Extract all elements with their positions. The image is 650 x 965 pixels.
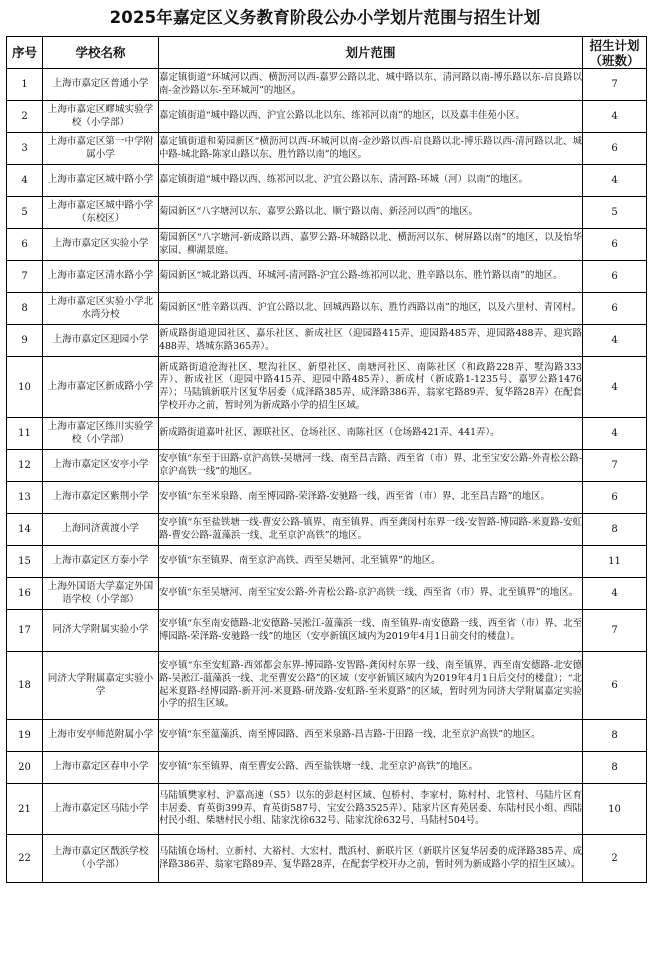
row-range: 安亭镇“东至镇界、南至京沪高铁、西至吴塘河、北至镇界”的地区。 — [159, 546, 583, 578]
row-count: 4 — [583, 101, 647, 133]
row-no: 14 — [7, 514, 43, 546]
row-no: 9 — [7, 325, 43, 357]
row-count: 4 — [583, 357, 647, 418]
table-row — [7, 835, 647, 883]
row-school: 同济大学附属嘉定实验小学 — [43, 652, 159, 720]
row-range: 菊园新区“胜辛路以西、沪宜公路以北、回城西路以东、胜竹西路以南”的地区，以及六里村、青冈村。 — [159, 293, 583, 325]
row-count: 8 — [583, 752, 647, 784]
row-school: 上海市嘉定区普通小学 — [43, 69, 159, 101]
row-range: 菊园新区“八字塘河以东、嘉罗公路以北、顺宁路以南、新泾河以西”的地区。 — [159, 197, 583, 229]
row-count: 6 — [583, 293, 647, 325]
table-row — [7, 652, 647, 720]
row-school: 上海市嘉定区马陆小学 — [43, 784, 159, 835]
row-range: 马陆镇樊家村、沪嘉高速（S5）以东的彭赵村区域、包桥村、李家村、陈村村、北管村、马陆片区育丰居委、育英街399弄、育英街587号、宝安公路3525弄）、陆家片区育苑居委、东陆村民小组、西陆村民小组、柴塘村民小组、陆家沈徐632号、陆家沈徐632号、马陆村504号。 — [159, 784, 583, 835]
row-count: 5 — [583, 197, 647, 229]
row-no: 1 — [7, 69, 43, 101]
row-range: 菊园新区“八字塘河-新成路以西、嘉罗公路-环城路以北、横沥河以东、树屏路以南”的地区，以及怡华家园、柳湖景庭。 — [159, 229, 583, 261]
table-row — [7, 418, 647, 450]
table-header-row — [7, 37, 647, 69]
row-count: 4 — [583, 578, 647, 610]
row-count: 6 — [583, 133, 647, 165]
row-school: 上海市嘉定区方泰小学 — [43, 546, 159, 578]
row-no: 13 — [7, 482, 43, 514]
header-count — [583, 37, 647, 69]
row-range: 嘉定镇街道“城中路以西、沪宜公路以北以东、练祁河以南”的地区，以及嘉丰佳苑小区。 — [159, 101, 583, 133]
row-no: 22 — [7, 835, 43, 883]
table-row — [7, 325, 647, 357]
row-count: 7 — [583, 450, 647, 482]
row-count: 11 — [583, 546, 647, 578]
row-range: 马陆镇仓场村、立新村、大裕村、大宏村、戬浜村、新联片区（新联片区复华居委的成泽路385弄、成泽路386弄、翁家宅路89弄、复华路28弄，在配套学校开办之前，暂时列为新成路小学的招生区域）。 — [159, 835, 583, 883]
row-no: 19 — [7, 720, 43, 752]
table-row — [7, 784, 647, 835]
table-row — [7, 197, 647, 229]
row-school: 上海市嘉定区戬浜学校（小学部） — [43, 835, 159, 883]
row-no: 12 — [7, 450, 43, 482]
table-row — [7, 514, 647, 546]
row-count: 7 — [583, 69, 647, 101]
row-range: 安亭镇“东至于田路-京沪高铁-吴塘河一线、南至昌吉路、西至省（市）界、北至宝安公路-外青松公路-京沪高铁一线”的地区。 — [159, 450, 583, 482]
row-range: 安亭镇“东至吴塘河、南至宝安公路-外青松公路-京沪高铁一线、西至省（市）界、北至镇界”的地区。 — [159, 578, 583, 610]
row-range: 嘉定镇街道“环城河以西、横沥河以西-嘉罗公路以北、城中路以东、清河路以南-博乐路以东-启良路以南-金沙路以东-至环城河”的地区。 — [159, 69, 583, 101]
row-no: 8 — [7, 293, 43, 325]
row-school: 上海市嘉定区迎园小学 — [43, 325, 159, 357]
row-no: 6 — [7, 229, 43, 261]
header-school: 学校名称 — [43, 37, 159, 69]
row-count: 2 — [583, 835, 647, 883]
row-school: 上海市安亭师范附属小学 — [43, 720, 159, 752]
row-count: 8 — [583, 720, 647, 752]
row-school: 上海市嘉定区实验小学 — [43, 229, 159, 261]
page-title: 2025年嘉定区义务教育阶段公办小学划片范围与招生计划 — [109, 8, 541, 27]
row-no: 2 — [7, 101, 43, 133]
row-count: 10 — [583, 784, 647, 835]
row-range: 新成路街道嘉叶社区、源联社区、仓场社区、南陈社区（仓场路421弄、441弄）。 — [159, 418, 583, 450]
row-school: 上海市嘉定区实验小学北水湾分校 — [43, 293, 159, 325]
row-no: 20 — [7, 752, 43, 784]
table-row — [7, 101, 647, 133]
row-range: 嘉定镇街道和菊园新区“横沥河以西-环城河以南-金沙路以西-启良路以北-博乐路以西-清河路以北、城中路-城北路-陈家山路以东、胜竹路以南”的地区。 — [159, 133, 583, 165]
row-range: 安亭镇“东至蕰藻浜、南至博园路、西至米泉路-昌吉路-于田路一线、北至京沪高铁”的地区。 — [159, 720, 583, 752]
table-row — [7, 165, 647, 197]
row-count: 6 — [583, 652, 647, 720]
row-school: 上海市嘉定区疁城实验学校（小学部） — [43, 101, 159, 133]
header-no: 序号 — [7, 37, 43, 69]
row-no: 16 — [7, 578, 43, 610]
row-count: 6 — [583, 229, 647, 261]
row-range: 安亭镇“东至米泉路、南至博园路-荣泽路-安驰路一线、西至省（市）界、北至昌吉路”的地区。 — [159, 482, 583, 514]
row-no: 11 — [7, 418, 43, 450]
table-row — [7, 720, 647, 752]
table-row — [7, 229, 647, 261]
row-count: 4 — [583, 418, 647, 450]
row-range: 安亭镇“东至南安德路-北安德路-吴淞江-蕰藻浜一线、南至镇界-南安德路一线、西至省（市）界、北至博园路-荣泽路-安驰路一线”的地区（安亭新镇区域内为2019年4月1日前交付的楼盘）。 — [159, 610, 583, 652]
table-row — [7, 261, 647, 293]
row-range: 安亭镇“东至盐铁塘一线-曹安公路-镇界、南至镇界、西至龚闵村东界一线-安智路-博园路-米夏路-安虹路-曹安公路-蕰藻浜一线、北至京沪高铁”的地区。 — [159, 514, 583, 546]
row-range: 菊园新区“城北路以西、环城河-清河路-沪宜公路-练祁河以北、胜辛路以东、胜竹路以南”的地区。 — [159, 261, 583, 293]
table-row — [7, 357, 647, 418]
row-range: 嘉定镇街道“城中路以西、练祁河以北、沪宜公路以东、清河路-环城（河）以南”的地区。 — [159, 165, 583, 197]
row-no: 4 — [7, 165, 43, 197]
row-range: 新成路街道迎园社区、嘉乐社区、新成社区（迎园路415弄、迎园路485弄、迎园路488弄、迎宾路488弄、塔城东路365弄）。 — [159, 325, 583, 357]
row-school: 上海市嘉定区安亭小学 — [43, 450, 159, 482]
row-count: 7 — [583, 610, 647, 652]
table-row — [7, 610, 647, 652]
row-no: 5 — [7, 197, 43, 229]
table-row — [7, 752, 647, 784]
row-school: 上海市嘉定区城中路小学（东校区） — [43, 197, 159, 229]
table-row — [7, 69, 647, 101]
row-school: 同济大学附属实验小学 — [43, 610, 159, 652]
row-school: 上海市嘉定区练川实验学校（小学部） — [43, 418, 159, 450]
row-count: 6 — [583, 482, 647, 514]
row-school: 上海市嘉定区第一中学附属小学 — [43, 133, 159, 165]
table-row — [7, 578, 647, 610]
header-range: 划片范围 — [159, 37, 583, 69]
row-range: 安亭镇“东至镇界、南至曹安公路、西至盐铁塘一线、北至京沪高铁”的地区。 — [159, 752, 583, 784]
header-count-line2: （班数） — [589, 52, 640, 68]
table-row — [7, 450, 647, 482]
table-row — [7, 546, 647, 578]
row-count: 4 — [583, 325, 647, 357]
row-no: 10 — [7, 357, 43, 418]
row-school: 上海市嘉定区新成路小学 — [43, 357, 159, 418]
row-no: 7 — [7, 261, 43, 293]
row-no: 15 — [7, 546, 43, 578]
row-school: 上海市嘉定区紫荆小学 — [43, 482, 159, 514]
row-school: 上海市嘉定区清水路小学 — [43, 261, 159, 293]
row-count: 6 — [583, 261, 647, 293]
row-count: 4 — [583, 165, 647, 197]
table-row — [7, 482, 647, 514]
row-school: 上海市嘉定区春申小学 — [43, 752, 159, 784]
row-no: 21 — [7, 784, 43, 835]
row-no: 17 — [7, 610, 43, 652]
table-row — [7, 293, 647, 325]
row-range: 新成路街道沧海社区、墅沟社区、新望社区、南塘河社区、南陈社区（和政路228弄、墅沟路333弄）、新成社区（迎园中路415弄、迎园中路485弄）、新成村（新成路1-1235号、嘉罗公路1476弄）；马陆镇新联片区复华居委（成泽路385弄、成泽路386弄、翁家宅路89弄、复华路28弄）在配套学校开办之前，暂时列为新成路小学的招生区域。 — [159, 357, 583, 418]
row-school: 上海市嘉定区城中路小学 — [43, 165, 159, 197]
row-no: 3 — [7, 133, 43, 165]
row-count: 8 — [583, 514, 647, 546]
row-school: 上海外国语大学嘉定外国语学校（小学部） — [43, 578, 159, 610]
row-school: 上海同济黄渡小学 — [43, 514, 159, 546]
row-range: 安亭镇“东至安虹路-西郊都会东界-博园路-安智路-龚闵村东界一线、南至镇界、西至南安德路-北安德路-吴淞江-蕰藻浜一线、北至曹安公路”的区域（安亭新镇区域内为2019年4月1日后交付的楼盘）；“北起米夏路-经博园路-新开河-米夏路-研茂路-安虹路-至米夏路”的区域，暂时列为同济大学附属嘉定实验小学的招生区域。 — [159, 652, 583, 720]
enrollment-table — [6, 36, 647, 883]
row-no: 18 — [7, 652, 43, 720]
table-row — [7, 133, 647, 165]
header-count-line1: 招生计划 — [589, 37, 640, 53]
